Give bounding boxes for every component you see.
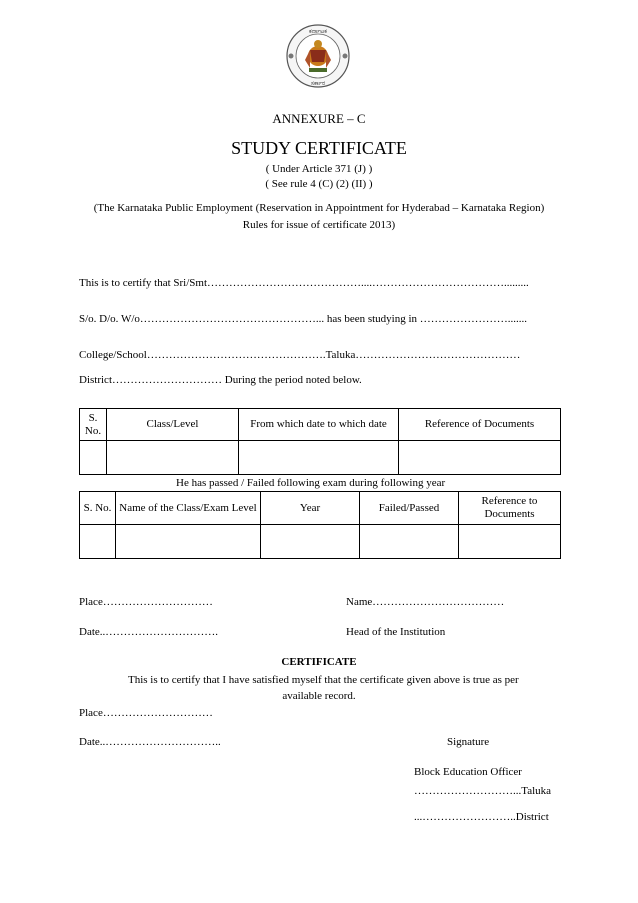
column-header: Reference to Documents xyxy=(459,492,561,525)
column-header: S. No. xyxy=(80,409,107,441)
annexure-label: ANNEXURE – C xyxy=(272,111,366,126)
table-cell xyxy=(80,525,116,559)
column-header: From which date to which date xyxy=(239,409,399,441)
column-header: S. No. xyxy=(80,492,116,525)
certify-line: This is to certify that Sri/Smt……………………………………....………………………………......... xyxy=(79,277,529,289)
column-header: Failed/Passed xyxy=(360,492,459,525)
certificate-text-line-2: available record. xyxy=(282,690,356,702)
emblem-bottom-text: ಸರ್ಕಾರ xyxy=(310,80,326,87)
rules-line-2: Rules for issue of certificate 2013) xyxy=(242,219,396,231)
table-header-row xyxy=(80,409,561,441)
district-sign-line: ...……………………..District xyxy=(414,811,549,823)
table-row xyxy=(80,525,561,559)
table-cell xyxy=(261,525,360,559)
article-reference: ( Under Article 371 (J) ) xyxy=(265,163,373,175)
table-cell xyxy=(116,525,261,559)
certificate-date-line: Date..………………………….. xyxy=(79,736,221,748)
block-education-officer: Block Education Officer xyxy=(414,766,522,778)
rule-reference: ( See rule 4 (C) (2) (II) ) xyxy=(265,178,373,190)
study-period-table xyxy=(79,408,561,475)
column-header: Name of the Class/Exam Level xyxy=(116,492,261,525)
column-header: Class/Level xyxy=(107,409,239,441)
column-header: Reference of Documents xyxy=(399,409,561,441)
table-cell xyxy=(399,441,561,475)
relation-line: S/o. D/o. W/o…………………………………………... has been studying in ……………………....... xyxy=(79,313,528,325)
table-cell xyxy=(360,525,459,559)
name-line: Name……………………………… xyxy=(346,596,505,608)
certificate-place-line: Place………………………… xyxy=(79,707,213,719)
table-row xyxy=(80,441,561,475)
page-title: STUDY CERTIFICATE xyxy=(231,138,407,158)
table-cell xyxy=(239,441,399,475)
exam-results-table xyxy=(79,491,561,559)
column-header: Year xyxy=(261,492,360,525)
karnataka-state-emblem-icon xyxy=(283,20,353,92)
table-cell xyxy=(107,441,239,475)
date-line: Date..…………………………. xyxy=(79,626,219,638)
taluka-line: ………………………...Taluka xyxy=(414,785,552,797)
certificate-text-line-1: This is to certify that I have satisfied myself that the certificate given above is true as per xyxy=(128,674,519,686)
table-cell xyxy=(459,525,561,559)
district-line: District………………………… During the period noted below. xyxy=(79,374,362,386)
place-line: Place………………………… xyxy=(79,596,213,608)
signature-label: Signature xyxy=(447,736,490,748)
certificate-heading: CERTIFICATE xyxy=(281,656,357,668)
exam-caption: He has passed / Failed following exam during following year xyxy=(176,477,446,489)
head-of-institution: Head of the Institution xyxy=(346,626,446,638)
emblem-top-text: ಕರ್ನಾಟಕ xyxy=(309,28,327,35)
college-taluka-line: College/School………………………………………….Taluka……………………………………… xyxy=(79,349,521,361)
rules-line-1: (The Karnataka Public Employment (Reservation in Appointment for Hyderabad – Karnataka Region) xyxy=(93,202,545,214)
table-header-row xyxy=(80,492,561,525)
table-cell xyxy=(80,441,107,475)
